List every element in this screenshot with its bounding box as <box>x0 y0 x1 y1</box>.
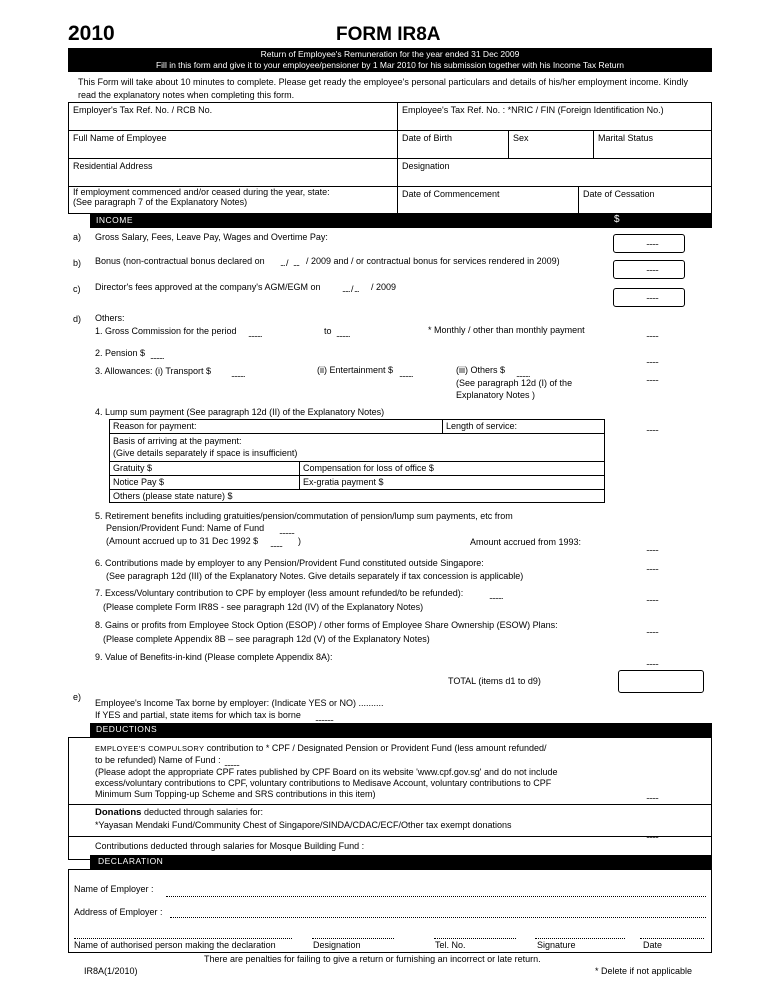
donations-line-1-text: deducted through salaries for: <box>141 807 264 817</box>
date-of-commencement-field[interactable]: Date of Commencement <box>402 189 500 199</box>
item-c-label: c) <box>73 284 81 294</box>
cpf-line-3: (Please adopt the appropriate CPF rates published by CPF Board on its website 'www.cpf.gov.sg' and do not include <box>95 767 558 777</box>
lump-sum-notice-pay[interactable]: Notice Pay $ <box>113 477 165 487</box>
item-d4-text: 4. Lump sum payment (See paragraph 12d (II) of the Explanatory Notes) <box>95 407 385 417</box>
donations-heading: Donations <box>95 807 142 818</box>
form-code: IR8A(1/2010) <box>84 966 138 976</box>
income-bar-label: INCOME <box>96 215 133 225</box>
item-d7-line-2: (Please complete Form IR8S - see paragraph 12d (IV) of the Explanatory Notes) <box>103 602 424 612</box>
form-banner <box>68 48 712 72</box>
item-a-label: a) <box>73 232 82 242</box>
cpf-line-4: excess/voluntary contributions to CPF, voluntary contributions to Medisave Account, voluntary contributions to CPF <box>95 778 552 788</box>
declaration-section-bar <box>90 855 712 869</box>
authorised-person-label: Name of authorised person making the declaration <box>74 940 276 950</box>
lump-sum-basis-2: (Give details separately if space is insufficient) <box>113 448 298 458</box>
item-d3-text: 3. Allowances: (i) Transport $ <box>95 366 212 376</box>
date-input[interactable] <box>640 938 704 939</box>
item-d1-note: * Monthly / other than monthly payment <box>428 325 585 335</box>
form-title: FORM IR8A <box>336 24 441 45</box>
signature-input[interactable] <box>535 938 625 939</box>
declaration-bar-label: DECLARATION <box>98 856 164 866</box>
item-d8-line-1: 8. Gains or profits from Employee Stock Option (ESOP) / other forms of Employee Share Ownership (ESOW) Plans: <box>95 620 558 630</box>
date-of-cessation-field[interactable]: Date of Cessation <box>583 189 655 199</box>
declaration-designation-label: Designation <box>313 940 361 950</box>
item-c-text-2: / 2009 <box>371 282 397 292</box>
item-b-label: b) <box>73 258 82 268</box>
lump-sum-compensation[interactable]: Compensation for loss of office $ <box>303 463 434 473</box>
lump-sum-gratuity[interactable]: Gratuity $ <box>113 463 153 473</box>
commenced-note-1: If employment commenced and/or ceased during the year, state: <box>73 187 330 197</box>
lump-sum-basis-1: Basis of arriving at the payment: <box>113 436 242 446</box>
item-d1-text: 1. Gross Commission for the period <box>95 326 237 336</box>
lump-sum-others[interactable]: Others (please state nature) $ <box>113 491 233 501</box>
penalty-note: There are penalties for failing to give a return or furnishing an incorrect or late return. <box>204 954 541 964</box>
item-d5-line-4: Amount accrued from 1993: <box>470 537 582 547</box>
lump-sum-ex-gratia[interactable]: Ex-gratia payment $ <box>303 477 384 487</box>
donations-line-2: *Yayasan Mendaki Fund/Community Chest of Singapore/SINDA/CDAC/ECF/Other tax exempt donations <box>95 820 512 830</box>
item-d6-line-1: 6. Contributions made by employer to any Pension/Provident Fund constituted outside Singapore: <box>95 558 484 568</box>
item-b-text-2: / 2009 and / or contractual bonus for services rendered in 2009) <box>306 256 560 266</box>
cpf-line-2: to be refunded) Name of Fund : <box>95 755 221 765</box>
income-section-bar <box>90 213 712 228</box>
item-c-text: Director's fees approved at the company's AGM/EGM on <box>95 282 321 292</box>
form-intro: This Form will take about 10 minutes to complete. Please get ready the employee's personal particulars and details of his/her employment income. Kindly read the explanatory notes when completing this form. <box>78 77 689 100</box>
designation-input[interactable] <box>312 938 394 939</box>
item-d3-entertainment: (ii) Entertainment $ <box>317 365 394 375</box>
declaration-signature-label: Signature <box>537 940 576 950</box>
delete-note: * Delete if not applicable <box>595 966 693 976</box>
item-d1-to: to <box>324 326 332 336</box>
lump-sum-length[interactable]: Length of service: <box>446 421 518 431</box>
sex-field[interactable]: Sex <box>513 133 529 143</box>
cpf-line-5: Minimum Sum Topping-up Scheme and SRS contributions in this item) <box>95 789 376 799</box>
item-d-others: Others: <box>95 313 125 323</box>
tel-input[interactable] <box>434 938 516 939</box>
item-b-text: Bonus (non-contractual bonus declared on <box>95 256 265 266</box>
authorised-name-input[interactable] <box>74 938 292 939</box>
lump-sum-reason[interactable]: Reason for payment: <box>113 421 197 431</box>
employer-name-input[interactable] <box>166 896 706 897</box>
employer-address-label: Address of Employer : <box>74 907 163 917</box>
total-label: TOTAL (items d1 to d9) <box>448 676 541 686</box>
declaration-tel-label: Tel. No. <box>435 940 466 950</box>
item-d5-line-3: (Amount accrued up to 31 Dec 1992 $ <box>106 536 259 546</box>
donations-line-1 <box>95 807 263 818</box>
form-year: 2010 <box>68 22 115 45</box>
employer-address-input[interactable] <box>170 917 706 918</box>
cpf-line-1 <box>95 743 547 753</box>
item-d-label: d) <box>73 314 82 324</box>
item-d8-line-2: (Please complete Appendix 8B – see paragraph 12d (V) of the Explanatory Notes) <box>103 634 430 644</box>
item-d5-line-1: 5. Retirement benefits including gratuities/pension/commutation of pension/lump sum payments, etc from <box>95 511 513 521</box>
deductions-section-bar <box>90 723 712 737</box>
item-d6-line-2: (See paragraph 12d (III) of the Explanatory Notes. Give details separately if tax concession is applicable) <box>106 571 524 581</box>
item-d3-see-1: (See paragraph 12d (I) of the <box>456 378 573 388</box>
designation-field[interactable]: Designation <box>402 161 450 171</box>
item-d5-line-3b: ) <box>298 536 301 546</box>
item-d3-see-2: Explanatory Notes ) <box>456 390 536 400</box>
deductions-bar-label: DEDUCTIONS <box>96 724 158 734</box>
currency-label: $ <box>614 214 621 225</box>
employer-tax-ref-field[interactable]: Employer's Tax Ref. No. / RCB No. <box>73 105 213 115</box>
date-of-birth-field[interactable]: Date of Birth <box>402 133 453 143</box>
cpf-line-1-text: contribution to * CPF / Designated Pension or Provident Fund (less amount refunded/ <box>204 743 547 753</box>
full-name-field[interactable]: Full Name of Employee <box>73 133 167 143</box>
item-a-text: Gross Salary, Fees, Leave Pay, Wages and Overtime Pay: <box>95 232 328 242</box>
item-e-label: e) <box>73 692 82 702</box>
item-e-line-2: If YES and partial, state items for which tax is borne <box>95 710 301 720</box>
item-d9-text: 9. Value of Benefits-in-kind (Please complete Appendix 8A): <box>95 652 333 662</box>
item-d3-others: (iii) Others $ <box>456 365 506 375</box>
mosque-fund-line: Contributions deducted through salaries for Mosque Building Fund : <box>95 841 365 851</box>
banner-line-1: Return of Employee's Remuneration for the year ended 31 Dec 2009 <box>260 49 520 59</box>
employee-tax-ref-field[interactable]: Employee's Tax Ref. No. : *NRIC / FIN (Foreign Identification No.) <box>402 105 664 115</box>
commenced-note-2: (See paragraph 7 of the Explanatory Notes) <box>73 197 248 207</box>
total-amount[interactable] <box>618 670 704 693</box>
marital-status-field[interactable]: Marital Status <box>598 133 654 143</box>
item-e-line-1: Employee's Income Tax borne by employer: (Indicate YES or NO) .......... <box>95 698 384 708</box>
residential-address-field[interactable]: Residential Address <box>73 161 153 171</box>
item-d5-line-2: Pension/Provident Fund: Name of Fund <box>106 523 265 533</box>
item-d7-line-1: 7. Excess/Voluntary contribution to CPF by employer (less amount refunded/to be refunded): <box>95 588 464 598</box>
item-d2-text: 2. Pension $ <box>95 348 146 358</box>
cpf-line-1-heading: EMPLOYEE'S COMPULSORY <box>95 744 205 753</box>
employer-name-label: Name of Employer : <box>74 884 154 894</box>
banner-line-2: Fill in this form and give it to your employee/pensioner by 1 Mar 2010 for his submission together with his Income Tax Return <box>155 60 625 70</box>
declaration-date-label: Date <box>643 940 663 950</box>
